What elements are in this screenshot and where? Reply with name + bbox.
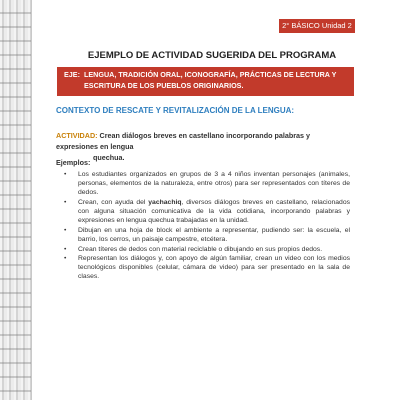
example-text: Dibujan en una hoja de block el ambiente a representar, pudiendo ser: la escuela, el barrio, los cerros, un paisaje campestre, etcétera.	[78, 226, 350, 244]
list-item	[64, 254, 350, 282]
activity-block	[56, 130, 346, 163]
bullet: •	[64, 255, 67, 263]
eje-label: EJE:	[64, 70, 80, 79]
example-text: Los estudiantes organizados en grupos de 3 a 4 niños inventan personajes (animales, personas, elementos de la naturaleza, entre otros) para ser representados con títeres de dedos.	[78, 171, 350, 197]
example-text: Crean títeres de dedos con material reciclable o dibujando en sus propios dedos.	[78, 245, 323, 253]
eje-text: LENGUA, TRADICIÓN ORAL, ICONOGRAFÍA, PRÁCTICAS DE LECTURA Y ESCRITURA DE LOS PUEBLOS ORIGINARIOS.	[84, 70, 337, 90]
example-text: Representan los diálogos y, con apoyo de algún familiar, crean un video con los medios tecnológicos disponibles (celular, cámara de video) para ser presentado en la sala de clases.	[78, 255, 350, 281]
bullet: •	[64, 171, 67, 178]
activity-text-line2: quechua.	[93, 153, 125, 162]
eje-banner	[57, 67, 354, 96]
bullet: •	[64, 198, 67, 206]
list-item	[64, 198, 350, 226]
grade-unit-badge: 2° BÁSICO Unidad 2	[279, 19, 355, 33]
example-text-bold: yachachiq	[148, 198, 182, 206]
list-item	[64, 226, 350, 244]
list-item	[64, 245, 350, 254]
activity-text-line1: Crean diálogos breves en castellano incorporando palabras y expresiones en lengua	[56, 131, 311, 151]
example-text-post: , diversos diálogos breves en castellano, relacionados con alguna situación comunicativa de la vida cotidiana, incorporando palabras y expresiones en lengua quechua trabajadas en la unidad.	[78, 198, 350, 225]
examples-label: Ejemplos:	[56, 158, 91, 167]
example-text-pre: Crean, con ayuda del	[78, 198, 149, 206]
bullet: •	[64, 245, 67, 253]
examples-list	[64, 170, 350, 282]
context-heading: CONTEXTO DE RESCATE Y REVITALIZACIÓN DE LA LENGUA:	[56, 106, 295, 115]
decorative-side-border	[0, 0, 32, 400]
list-item	[64, 170, 350, 198]
activity-label: ACTIVIDAD:	[56, 131, 98, 140]
bullet: •	[64, 226, 67, 234]
page-title: EJEMPLO DE ACTIVIDAD SUGERIDA DEL PROGRAMA	[87, 50, 337, 61]
